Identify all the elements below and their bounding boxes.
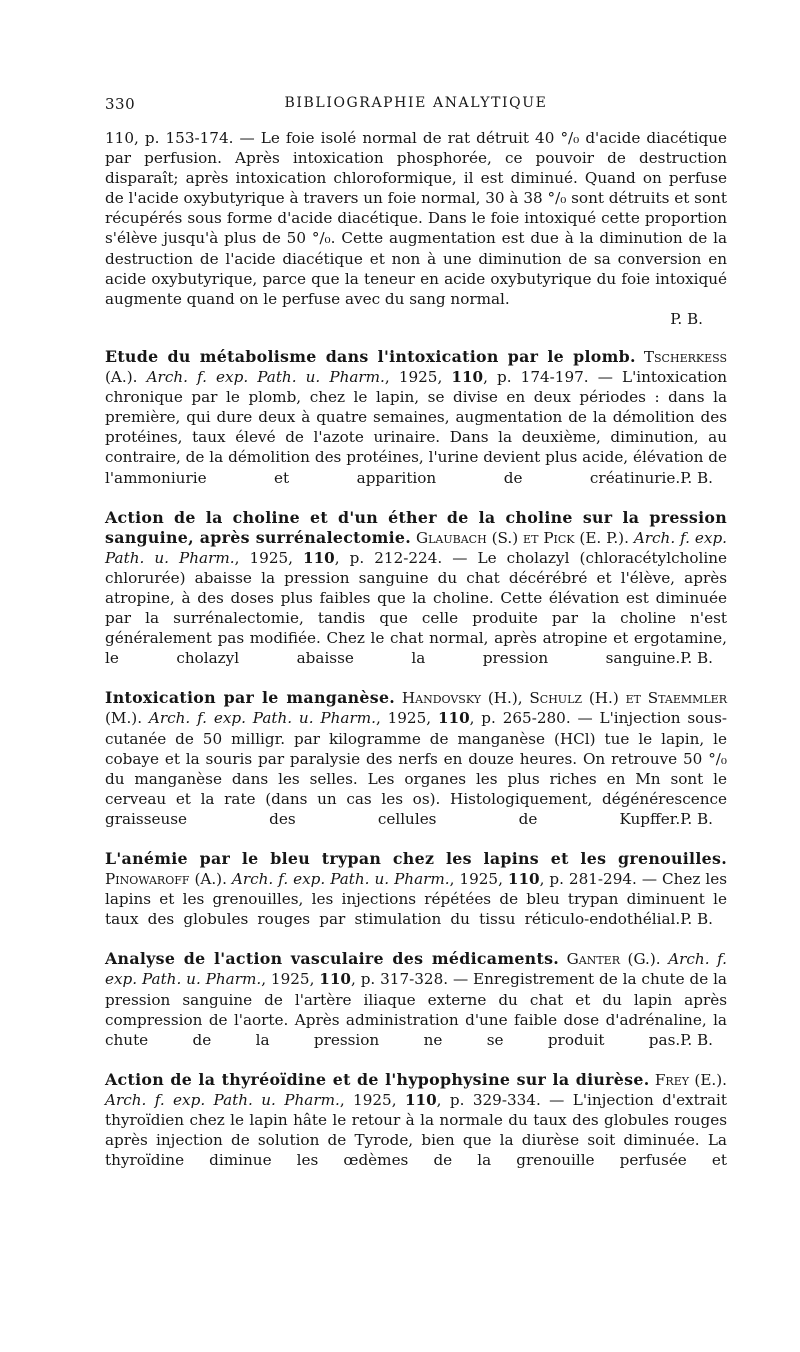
article-body: L'injection d'extrait thyroïdien chez le lapin hâte le retour à la normale du taux des globules rouges après injection de solution de Tyrode, bien que la diurèse soit diminuée. La thyroïdine diminue les œdèmes de la grenouille perfusée et <box>105 1090 728 1170</box>
page-body <box>105 128 727 1170</box>
article-title: L'anémie par le bleu trypan chez les lapins et les grenouilles. <box>105 849 727 868</box>
journal-pages: , p. 265-280. — <box>469 709 600 728</box>
journal-name: Arch. f. exp. Path. u. Pharm. <box>146 368 385 387</box>
article-title: Action de la choline et d'un éther de la choline sur la pression sanguine, après surrénalectomie. <box>105 507 727 547</box>
page-number: 330 <box>105 95 136 113</box>
article-title: Analyse de l'action vasculaire des médicaments. <box>105 949 560 969</box>
journal-name: Arch. f. exp. Path. u. Pharm. <box>105 950 728 989</box>
article-body: L'intoxication chronique par le plomb, chez le lapin, se divise en deux périodes : dans la première, qui dure deux à quatre semaines, augmentation de la démolition des protéines, taux élevé de l'azote urinaire. Dans la deuxième, diminution, au contraire, de la démolition des protéines, l'urine devient plus acide, élévation de l'ammoniurie et apparition de créatinurie. <box>105 368 728 487</box>
journal-volume: 110 <box>319 970 351 989</box>
journal-year: , 1925, <box>375 709 438 728</box>
article-paragraph <box>105 1070 727 1170</box>
article-entry <box>105 508 727 669</box>
journal-name: Arch. f. exp. Path. u. Pharm. <box>231 870 450 889</box>
article-entry <box>105 849 727 929</box>
journal-volume: 110 <box>404 1090 437 1109</box>
journal-year: , 1925, <box>449 870 508 889</box>
article-title: Action de la thyréoïdine et de l'hypophysine sur la diurèse. <box>105 1069 650 1089</box>
journal-name: Arch. f. exp. Path. u. Pharm. <box>148 709 376 728</box>
article-authors: Pinowaroff (A.). <box>105 870 227 889</box>
article-title: Etude du métabolisme dans l'intoxication par le plomb. <box>105 346 636 366</box>
journal-pages: , p. 174-197. — <box>483 368 622 387</box>
article-paragraph <box>105 949 727 1049</box>
article-body: L'injection sous-cutanée de 50 milligr. par kilogramme de manganèse (HCl) tue le lapin, le cobaye et la souris par paralysie des nerfs en douze heures. On retrouve 50 °/₀ du manganèse dans les selles. Les organes les plus riches en Mn sont le cerveau et la rate (dans un cas les os). Histologiquement, dégénérescence graisseuse des cellules de Kupffer. <box>105 709 727 828</box>
journal-year: , 1925, <box>234 548 304 567</box>
article-signature: P. B. <box>680 1030 713 1049</box>
article-signature: P. B. <box>680 809 713 828</box>
article-signature: P. B. <box>680 649 713 668</box>
journal-year: , 1925, <box>384 368 452 387</box>
journal-pages: , p. 317-328. — <box>351 970 474 989</box>
article-authors: Frey (E.). <box>654 1070 727 1089</box>
running-header <box>105 95 727 117</box>
article-paragraph <box>105 508 727 669</box>
article-entry <box>105 1070 727 1170</box>
article-title: Intoxication par le manganèse. <box>105 688 396 708</box>
article-body: Le cholazyl (chloracétylcholine chlorurée) abaisse la pression sanguine du chat décérébré et l'élève, après atropine, à des doses plus faibles que la choline. Cette élévation est diminuée par la surrénalectomie, tandis que celle produite par la choline n'est généralement pas modifiée. Chez le chat normal, après atropine et ergotamine, le cholazyl abaisse la pression sanguine. <box>105 548 727 668</box>
article-authors: Handovsky (H.), Schulz (H.) et Staemmler (M.). <box>105 689 727 728</box>
journal-pages: , p. 329-334. — <box>436 1090 573 1109</box>
article-body: Enregistrement de la chute de la pression sanguine de l'artère iliaque externe du chat et du lapin après compression de l'aorte. Après administration d'une faible dose d'adrénaline, la chute de la pression ne se produit pas. <box>105 970 727 1049</box>
journal-volume: 110 <box>437 709 470 728</box>
running-title: BIBLIOGRAPHIE ANALYTIQUE <box>284 95 548 111</box>
article-authors: Glaubach (S.) et Pick (E. P.). <box>415 528 629 547</box>
article-paragraph <box>105 688 727 829</box>
journal-name: Arch. f. exp. Path. u. Pharm. <box>105 528 728 567</box>
article-entry <box>105 949 727 1049</box>
article-signature: P. B. <box>680 468 713 487</box>
article-paragraph <box>105 347 727 488</box>
intro-text: 110, p. 153-174. — Le foie isolé normal de rat détruit 40 °/₀ d'acide diacétique par perfusion. Après intoxication phosphorée, ce pouvoir de destruction disparaît; après intoxication chloroformique, il est diminué. Quand on perfuse de l'acide oxybutyrique à travers un foie normal, 30 à 38 °/₀ sont détruits et sont récupérés sous forme d'acide diacétique. Dans le foie intoxiqué cette proportion s'élève jusqu'à plus de 50 °/₀. Cette augmentation est due à la diminution de la destruction de l'acide diacétique et non à une diminution de sa conversion en acide oxybutyrique, parce que la teneur en acide oxybutyrique du foie intoxiqué augmente quand on le perfuse avec du sang normal. <box>105 129 727 308</box>
journal-volume: 110 <box>303 548 335 567</box>
article-entry <box>105 347 727 488</box>
intro-signature: P. B. <box>670 309 703 328</box>
intro-paragraph <box>105 128 727 309</box>
article-authors: Tscherkess (A.). <box>105 347 728 387</box>
article-authors: Ganter (G.). <box>566 950 661 969</box>
article-body: Chez les lapins et les grenouilles, les injections répétées de bleu trypan diminuent le taux des globules rouges par stimulation du tissu réticulo-endothélial. <box>105 870 728 929</box>
article-signature: P. B. <box>680 910 713 929</box>
journal-pages: , p. 212-224. — <box>334 548 478 567</box>
journal-name: Arch. f. exp. Path. u. Pharm. <box>105 1090 340 1109</box>
journal-year: , 1925, <box>339 1090 405 1109</box>
journal-volume: 110 <box>507 870 540 889</box>
article-paragraph <box>105 849 727 929</box>
journal-year: , 1925, <box>261 970 320 989</box>
journal-volume: 110 <box>451 368 484 387</box>
article-entry <box>105 688 727 829</box>
journal-pages: , p. 281-294. — <box>539 870 663 889</box>
